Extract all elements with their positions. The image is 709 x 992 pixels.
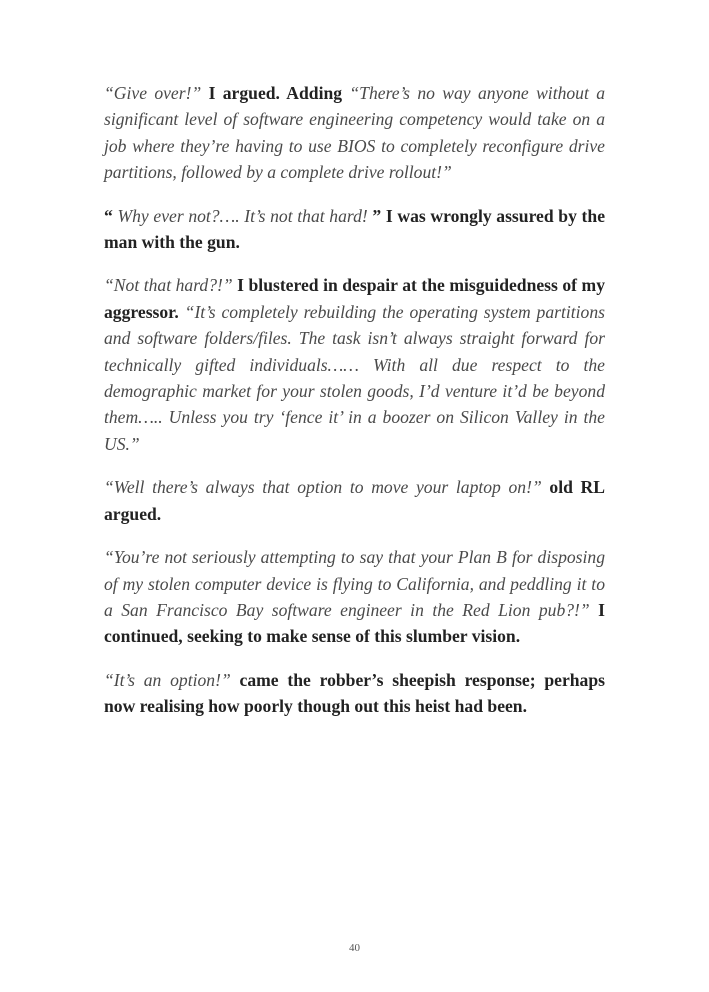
paragraph-4 bbox=[104, 474, 605, 527]
paragraph-3-narration-1: I blustered in despair at the misguidedness of my aggressor. bbox=[104, 275, 605, 322]
paragraph-5 bbox=[104, 544, 605, 650]
paragraph-2-narration-1: ” I was wrongly assured by the man with the gun. bbox=[104, 205, 605, 253]
paragraph-3-quote-2: “It’s completely rebuilding the operating system partitions and software folders/files. The task isn’t always straight forward for technically gifted individuals…… With all due respect to the demographic market for your stolen goods, I’d venture it’d be beyond them….. Unless you try ‘fence it’ in a boozer on Silicon Valley in the US.” bbox=[104, 301, 605, 454]
paragraph-6-narration-1: came the robber’s sheepish response; perhaps now realising how poorly though out this heist had been. bbox=[104, 669, 605, 717]
paragraph-6-quote-1: “It’s an option!” bbox=[104, 669, 231, 690]
paragraph-5-narration-1: I continued, seeking to make sense of this slumber vision. bbox=[104, 599, 606, 647]
paragraph-2-open-quote: “ bbox=[104, 205, 118, 226]
paragraph-1-quote-1: “Give over!” bbox=[104, 83, 202, 103]
paragraph-3 bbox=[104, 272, 605, 457]
paragraph-2-quote-1: Why ever not?…. It’s not that hard! bbox=[117, 205, 368, 226]
paragraph-3-quote-1: “Not that hard?!” bbox=[104, 275, 233, 296]
paragraph-5-quote-1: “You’re not seriously attempting to say that your Plan B for disposing of my stolen computer device is flying to California, and peddling it to a San Francisco Bay software engineer in the Red Lion pub?!” bbox=[104, 547, 605, 620]
paragraph-2 bbox=[104, 203, 605, 256]
page-number: 40 bbox=[349, 942, 360, 954]
paragraph-4-quote-1: “Well there’s always that option to move your laptop on!” bbox=[104, 477, 542, 498]
paragraph-1 bbox=[104, 80, 605, 186]
paragraph-1-narration-1: I argued. Adding bbox=[201, 83, 350, 103]
paragraph-4-narration-1: old RL argued. bbox=[104, 477, 605, 524]
page-body bbox=[104, 80, 605, 737]
paragraph-6 bbox=[104, 667, 605, 720]
paragraph-1-quote-2: “There’s no way anyone without a significant level of software engineering competency would take on a job where they’re having to use BIOS to completely reconfigure drive partitions, followed by a complete drive rollout!” bbox=[104, 83, 605, 183]
